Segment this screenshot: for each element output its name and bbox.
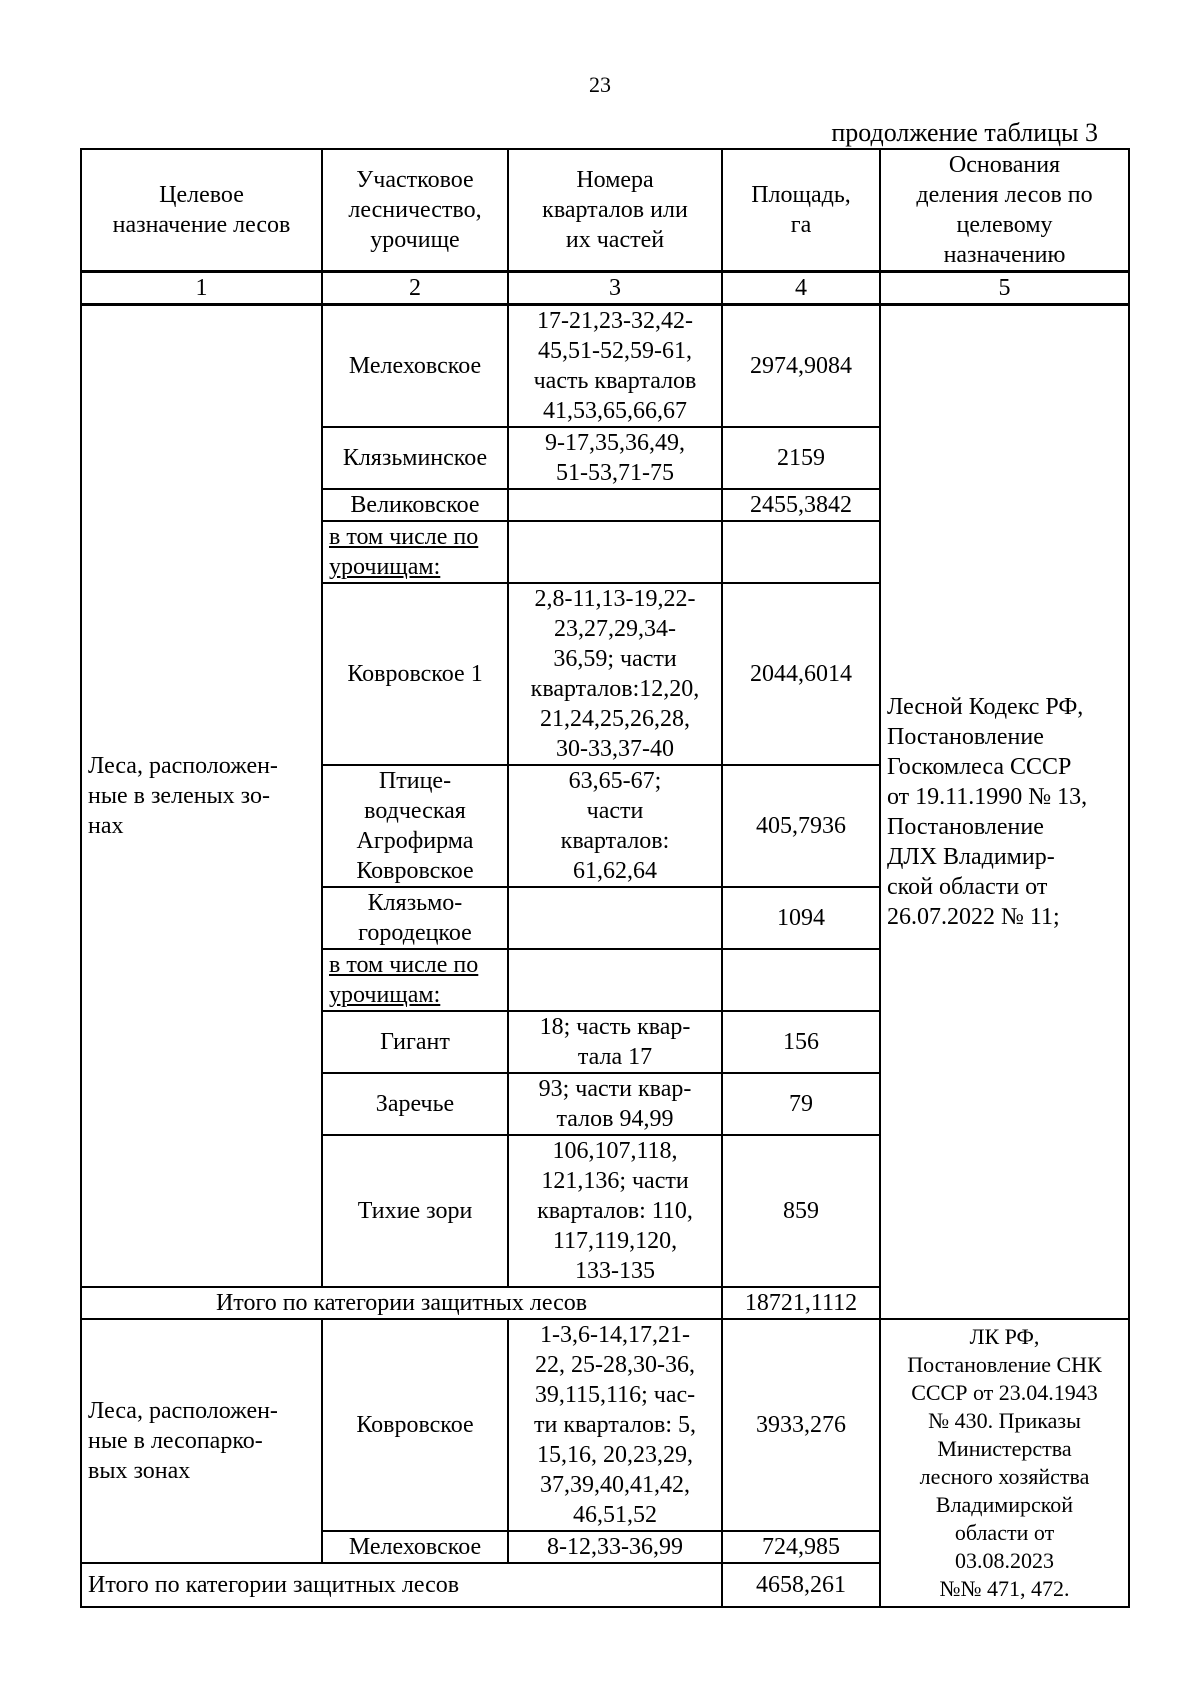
forestry-cell: Птице- водческая Агрофирма Ковровское xyxy=(322,765,508,887)
area-cell: 156 xyxy=(722,1011,880,1073)
column-number: 4 xyxy=(722,272,880,305)
quarters-cell: 93; части квар- талов 94,99 xyxy=(508,1073,722,1135)
header-quarters: Номера кварталов или их частей xyxy=(508,149,722,272)
area-cell: 405,7936 xyxy=(722,765,880,887)
page-number: 23 xyxy=(589,72,611,97)
column-number: 1 xyxy=(81,272,322,305)
forest-purpose-table xyxy=(80,148,1130,1608)
table-continuation-label: продолжение таблицы 3 xyxy=(831,118,1098,147)
purpose-cell-forest-park-zones: Леса, расположен- ные в лесопарко- вых зонах xyxy=(81,1319,322,1563)
quarters-cell: 63,65-67; части кварталов: 61,62,64 xyxy=(508,765,722,887)
forestry-cell: Клязьмо- городецкое xyxy=(322,887,508,949)
area-cell: 2159 xyxy=(722,427,880,489)
quarters-cell: 106,107,118, 121,136; части кварталов: 110, 117,119,120, 133-135 xyxy=(508,1135,722,1287)
quarters-cell: 1-3,6-14,17,21- 22, 25-28,30-36, 39,115,116; час- ти кварталов: 5, 15,16, 20,23,29, 37,39,40,41,42, 46,51,52 xyxy=(508,1319,722,1531)
area-cell: 2974,9084 xyxy=(722,305,880,428)
area-cell xyxy=(722,949,880,1011)
header-area: Площадь, га xyxy=(722,149,880,272)
area-cell: 2044,6014 xyxy=(722,583,880,765)
table-row xyxy=(81,1319,1129,1531)
forestry-cell: Великовское xyxy=(322,489,508,521)
total-value: 18721,1112 xyxy=(722,1287,880,1319)
area-cell: 2455,3842 xyxy=(722,489,880,521)
subgroup-label: в том числе по урочищам: xyxy=(322,949,508,1011)
header-forestry: Участковое лесничество, урочище xyxy=(322,149,508,272)
area-cell xyxy=(722,521,880,583)
forestry-cell: Мелеховское xyxy=(322,305,508,428)
area-cell: 79 xyxy=(722,1073,880,1135)
quarters-cell xyxy=(508,489,722,521)
area-cell: 3933,276 xyxy=(722,1319,880,1531)
quarters-cell xyxy=(508,887,722,949)
total-value: 4658,261 xyxy=(722,1563,880,1607)
basis-cell-forest-park-zones: ЛК РФ, Постановление СНК СССР от 23.04.1943 № 430. Приказы Министерства лесного хозяйства Владимирской области от 03.08.2023 №№ 471, 472. xyxy=(880,1319,1129,1607)
quarters-cell: 17-21,23-32,42- 45,51-52,59-61, часть кварталов 41,53,65,66,67 xyxy=(508,305,722,428)
purpose-cell-green-zones: Леса, расположен- ные в зеленых зо- нах xyxy=(81,305,322,1288)
subgroup-label: в том числе по урочищам: xyxy=(322,521,508,583)
quarters-cell: 18; часть квар- тала 17 xyxy=(508,1011,722,1073)
header-purpose: Целевое назначение лесов xyxy=(81,149,322,272)
table-header-row xyxy=(81,149,1129,272)
quarters-cell: 8-12,33-36,99 xyxy=(508,1531,722,1563)
quarters-cell xyxy=(508,521,722,583)
forestry-cell: Мелеховское xyxy=(322,1531,508,1563)
quarters-cell: 2,8-11,13-19,22- 23,27,29,34- 36,59; части кварталов:12,20, 21,24,25,26,28, 30-33,37-40 xyxy=(508,583,722,765)
forestry-cell: Заречье xyxy=(322,1073,508,1135)
total-label: Итого по категории защитных лесов xyxy=(81,1287,722,1319)
area-cell: 1094 xyxy=(722,887,880,949)
quarters-cell xyxy=(508,949,722,1011)
column-number: 3 xyxy=(508,272,722,305)
total-label: Итого по категории защитных лесов xyxy=(81,1563,722,1607)
quarters-cell: 9-17,35,36,49, 51-53,71-75 xyxy=(508,427,722,489)
column-number-row xyxy=(81,272,1129,305)
forestry-cell: Ковровское 1 xyxy=(322,583,508,765)
basis-cell-green-zones: Лесной Кодекс РФ, Постановление Госкомлеса СССР от 19.11.1990 № 13, Постановление ДЛХ Владимир- ской области от 26.07.2022 № 11; xyxy=(880,305,1129,1320)
column-number: 5 xyxy=(880,272,1129,305)
area-cell: 724,985 xyxy=(722,1531,880,1563)
forestry-cell: Гигант xyxy=(322,1011,508,1073)
table-row xyxy=(81,305,1129,428)
header-basis: Основания деления лесов по целевому назначению xyxy=(880,149,1129,272)
forestry-cell: Клязьминское xyxy=(322,427,508,489)
forestry-cell: Ковровское xyxy=(322,1319,508,1531)
area-cell: 859 xyxy=(722,1135,880,1287)
forestry-cell: Тихие зори xyxy=(322,1135,508,1287)
column-number: 2 xyxy=(322,272,508,305)
